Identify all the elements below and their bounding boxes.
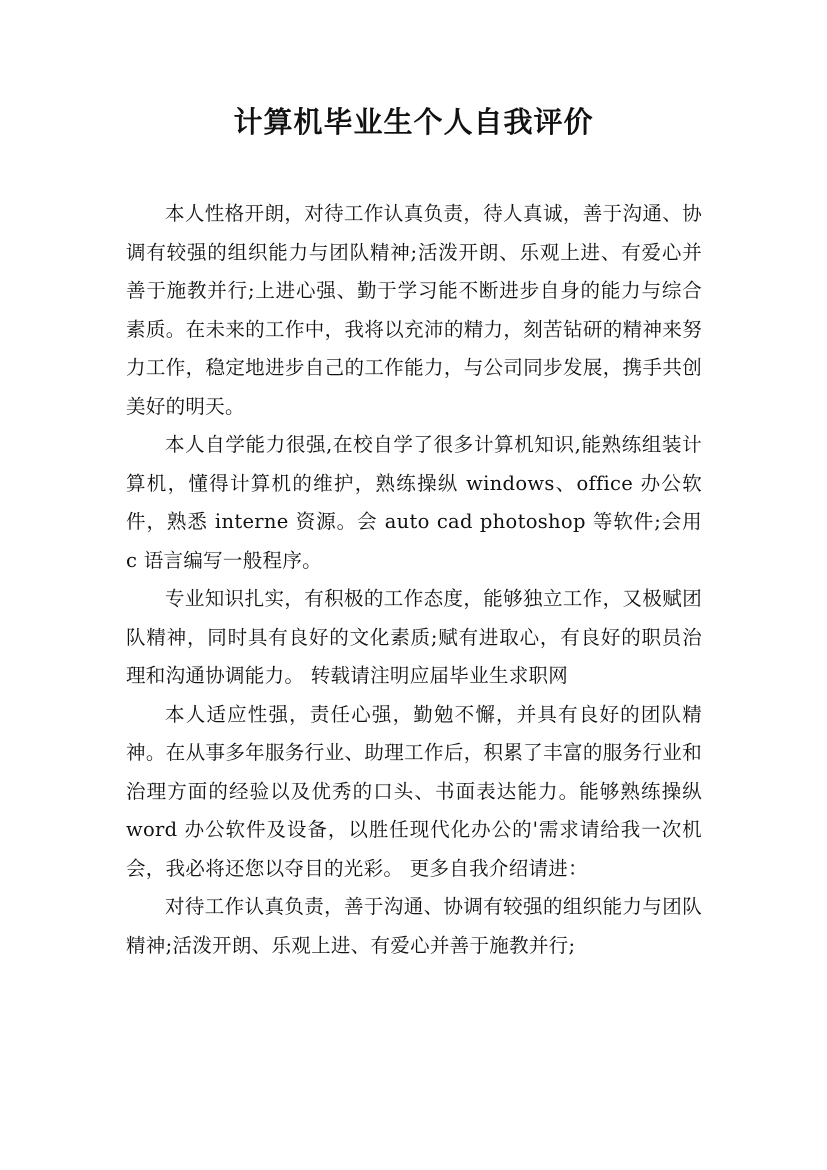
paragraph-professional-knowledge: 专业知识扎实，有积极的工作态度，能够独立工作，又极赋团队精神，同时具有良好的文化素质;赋有进取心，有良好的职员治理和沟通协调能力。 转载请注明应届毕业生求职网 bbox=[126, 587, 702, 687]
paragraph-personality: 本人性格开朗，对待工作认真负责，待人真诚，善于沟通、协调有较强的组织能力与团队精神;活泼开朗、乐观上进、有爱心并善于施教并行;上进心强、勤于学习能不断进步自身的能力与综合素质。在未来的工作中，我将以充沛的精力，刻苦钻研的精神来努力工作，稳定地进步自己的工作能力，与公司同步发展，携手共创美好的明天。 bbox=[126, 202, 702, 418]
document-body bbox=[126, 195, 702, 965]
document-title: 计算机毕业生个人自我评价 bbox=[233, 105, 594, 139]
paragraph-adaptability: 本人适应性强，责任心强，勤勉不懈，并具有良好的团队精神。在从事多年服务行业、助理工作后，积累了丰富的服务行业和治理方面的经验以及优秀的口头、书面表达能力。能够熟练操纵 word 办公软件及设备，以胜任现代化办公的'需求请给我一次机会，我必将还您以夺目的光彩。 更多自我介绍请进： bbox=[126, 702, 702, 880]
paragraph-work-attitude: 对待工作认真负责，善于沟通、协调有较强的组织能力与团队精神;活泼开朗、乐观上进、有爱心并善于施教并行; bbox=[126, 895, 702, 957]
paragraph-computer-skills: 本人自学能力很强,在校自学了很多计算机知识,能熟练组装计算机，懂得计算机的维护，熟练操纵 windows、office 办公软件，熟悉 interne 资源。会 auto cad photoshop 等软件;会用 c 语言编写一般程序。 bbox=[126, 433, 702, 572]
